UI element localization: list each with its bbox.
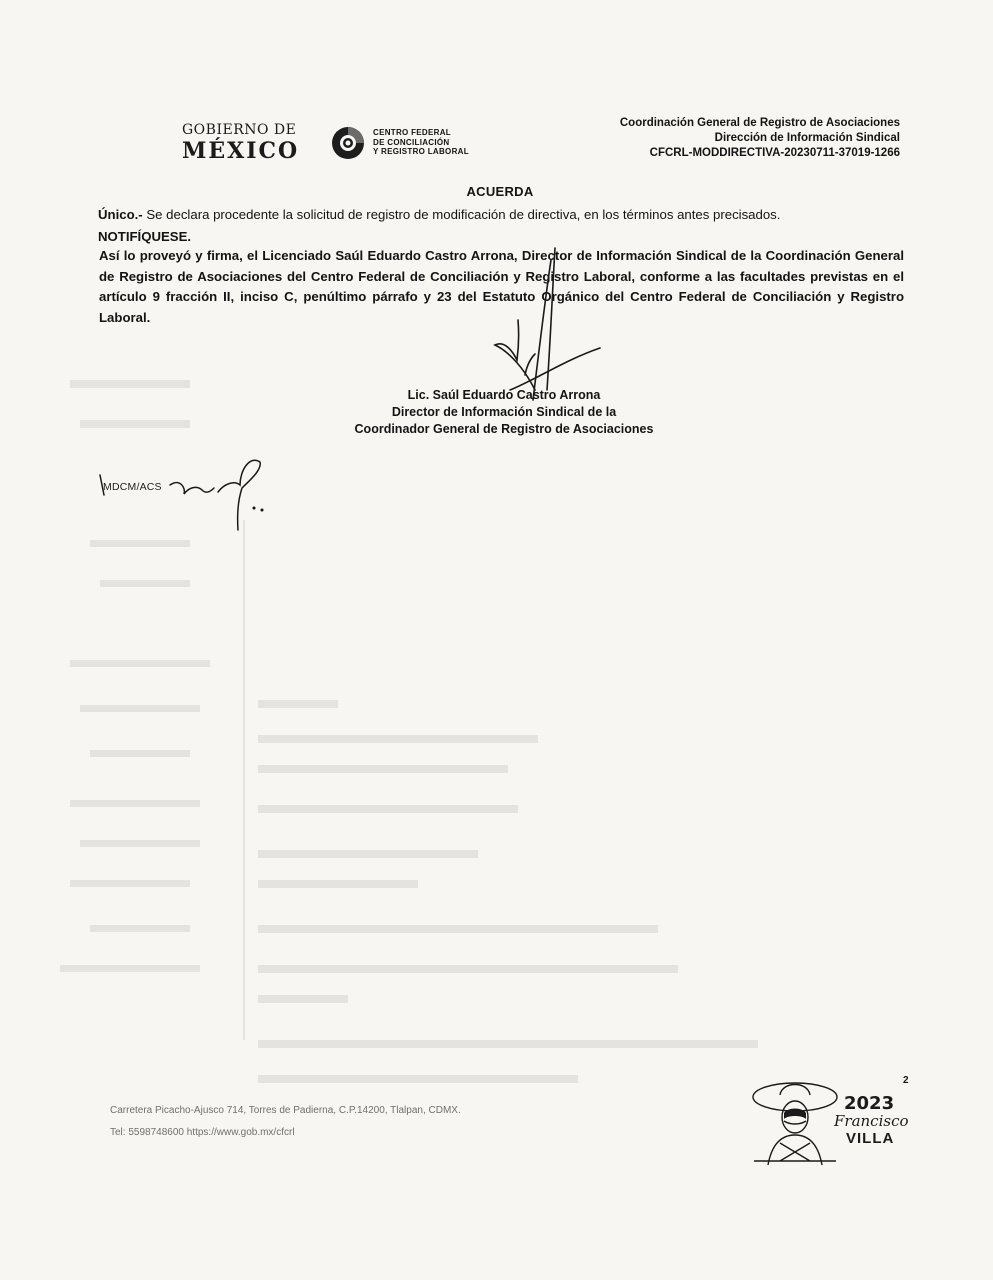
footer-address: Carretera Picacho-Ajusco 714, Torres de Padierna, C.P.14200, Tlalpan, CDMX.	[110, 1105, 461, 1116]
header-coordinacion: Coordinación General de Registro de Asociaciones	[619, 117, 900, 129]
signatory-title1: Director de Información Sindical de la	[391, 405, 617, 419]
notifiquese: NOTIFÍQUESE.	[98, 229, 192, 244]
signatory-block	[254, 387, 754, 438]
cf-line1: CENTRO FEDERAL	[373, 128, 451, 137]
gobierno-de-mexico-logo	[182, 122, 299, 164]
unico-label: Único.-	[98, 207, 143, 222]
header-reference-block	[620, 116, 900, 161]
villa-logo-first-name: Francisco	[834, 1112, 909, 1130]
handwritten-signature	[455, 240, 615, 410]
footer-phone-web: Tel: 5598748600 https://www.gob.mx/cfcrl	[110, 1127, 295, 1138]
unico-text: Se declara procedente la solicitud de registro de modificación de directiva, en los términos antes precisados.	[142, 207, 781, 222]
villa-logo-last-name: VILLA	[846, 1130, 895, 1147]
villa-logo-year: 2023	[844, 1093, 895, 1114]
cfcrl-logo-text	[373, 128, 469, 157]
header-folio: CFCRL-MODDIRECTIVA-20230711-37019-1266	[649, 147, 900, 159]
cf-line2: DE CONCILIACIÓN	[373, 137, 450, 147]
acuerda-heading: ACUERDA	[466, 184, 534, 199]
footer-contact	[110, 1100, 461, 1144]
signatory-name: Lic. Saúl Eduardo Castro Arrona	[407, 388, 601, 402]
cf-line3: Y REGISTRO LABORAL	[373, 147, 469, 156]
unico-resolution	[98, 206, 906, 223]
cfcrl-emblem-icon	[330, 125, 366, 161]
francisco-villa-portrait-icon	[750, 1073, 840, 1169]
closing-paragraph: Así lo proveyó y firma, el Licenciado Saúl Eduardo Castro Arrona, Director de Información Sindical de la Coordinación General de Registro de Asociaciones del Centro Federal de Conciliación y Registro Laboral, conforme a las facultades previstas en el artículo 9 fracción II, inciso C, penúltimo párrafo y 23 del Estatuto Orgánico del Centro Federal de Conciliación y Registro Laboral.	[99, 248, 904, 325]
page-number: 2	[903, 1075, 909, 1086]
gob-logo-line1: GOBIERNO DE	[182, 122, 297, 138]
gob-logo-line2: MÉXICO	[182, 138, 300, 164]
header-direccion: Dirección de Información Sindical	[714, 132, 900, 144]
drafter-initials: MDCM/ACS	[103, 481, 162, 493]
signatory-title2: Coordinador General de Registro de Asociaciones	[354, 422, 654, 436]
